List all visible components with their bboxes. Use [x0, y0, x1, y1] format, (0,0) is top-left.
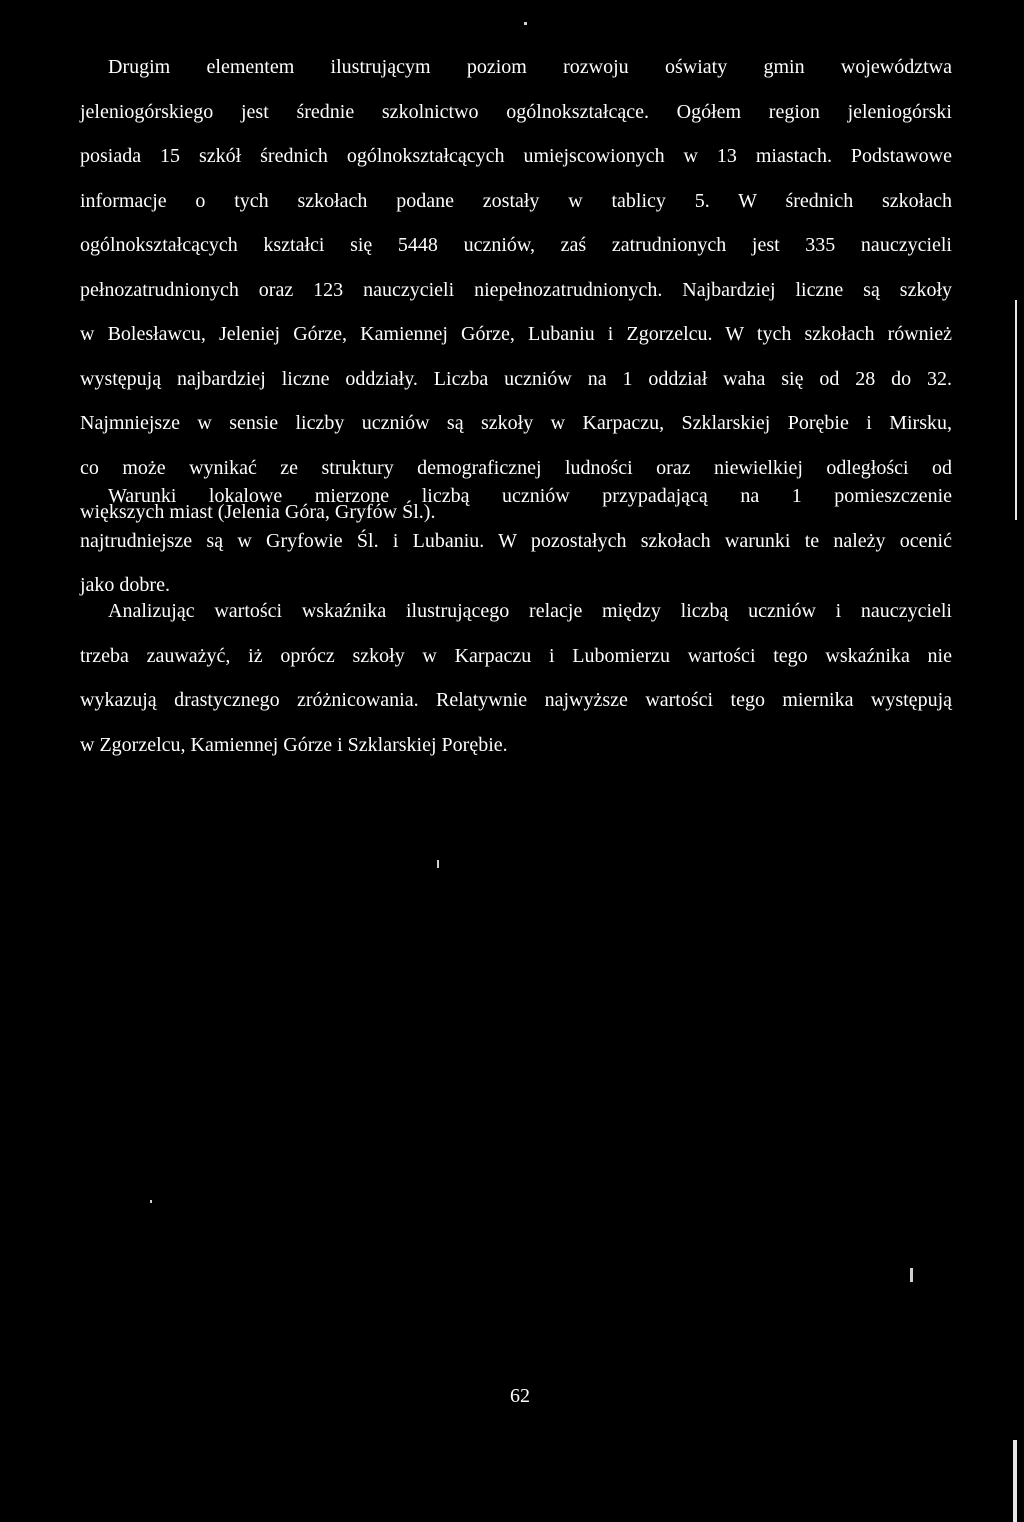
- text-line: posiada 15 szkół średnich ogólnokształcących umiejscowionych w 13 miastach. Podstawowe: [80, 145, 952, 167]
- text-line: Drugim elementem ilustrującym poziom rozwoju oświaty gmin województwa: [108, 56, 952, 78]
- scan-speck: [437, 860, 439, 868]
- text-line: wykazują drastycznego zróżnicowania. Relatywnie najwyższe wartości tego miernika występują: [80, 689, 952, 711]
- text-line: jeleniogórskiego jest średnie szkolnictwo ogólnokształcące. Ogółem region jeleniogórski: [80, 100, 952, 123]
- text-line: co może wynikać ze struktury demograficznej ludności oraz niewielkiej odległości od: [80, 456, 952, 479]
- text-line: trzeba zauważyć, iż oprócz szkoły w Karpaczu i Lubomierzu wartości tego wskaźnika nie: [80, 644, 952, 667]
- page-number: 62: [510, 1385, 530, 1407]
- text-line: najtrudniejsze są w Gryfowie Śl. i Lubaniu. W pozostałych szkołach warunki te należy ocenić: [80, 529, 952, 552]
- scan-edge-mark: [1013, 1440, 1017, 1522]
- text-line: Warunki lokalowe mierzone liczbą uczniów przypadającą na 1 pomieszczenie: [108, 485, 952, 507]
- text-line: pełnozatrudnionych oraz 123 nauczycieli niepełnozatrudnionych. Najbardziej liczne są szkoły: [80, 278, 952, 301]
- scan-speck: [910, 1268, 913, 1282]
- paragraph-teacher-ratio: [80, 589, 952, 767]
- paragraph-school-overview: [80, 45, 952, 535]
- text-line: w Bolesławcu, Jeleniej Górze, Kamiennej Górze, Lubaniu i Zgorzelcu. W tych szkołach również: [80, 323, 952, 345]
- text-line: jako dobre.: [80, 574, 170, 596]
- scan-edge-mark: [1015, 300, 1017, 520]
- text-line: większych miast (Jelenia Góra, Gryfów Śl.).: [80, 501, 436, 523]
- text-line: Najmniejsze w sensie liczby uczniów są szkoły w Karpaczu, Szklarskiej Porębie i Mirsku,: [80, 412, 952, 434]
- text-line: informacje o tych szkołach podane zostały w tablicy 5. W średnich szkołach: [80, 189, 952, 212]
- text-line: Analizując wartości wskaźnika ilustrującego relacje między liczbą uczniów i nauczycieli: [108, 600, 952, 622]
- scan-speck: [150, 1200, 152, 1203]
- text-line: ogólnokształcących kształci się 5448 uczniów, zaś zatrudnionych jest 335 nauczycieli: [80, 234, 952, 256]
- text-line: w Zgorzelcu, Kamiennej Górze i Szklarskiej Porębie.: [80, 733, 508, 756]
- scan-speck: [524, 22, 527, 25]
- text-line: występują najbardziej liczne oddziały. Liczba uczniów na 1 oddział waha się od 28 do 32.: [80, 367, 952, 390]
- paragraph-housing-conditions: [80, 474, 952, 608]
